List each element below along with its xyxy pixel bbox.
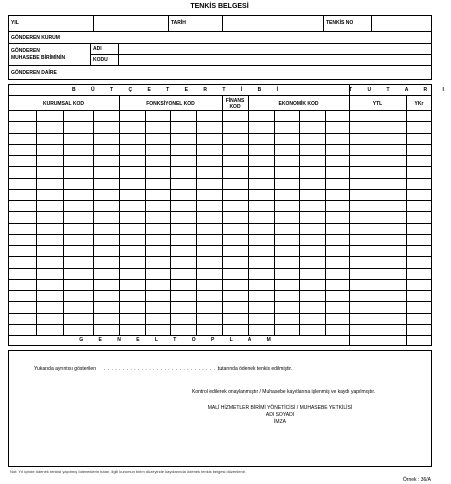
records-note: Kontrol edilerek onaylanmıştır / Muhasebe kayıtlarına işlenmiş ve kaydı yapılmıştır. [192, 389, 376, 395]
table-row-line [8, 290, 432, 291]
table-row-line [8, 245, 432, 246]
header-divider [371, 15, 372, 31]
table-row-line [8, 200, 432, 201]
sender-accounting-label: MUHASEBE BİRİMİNİN [11, 55, 66, 61]
header-divider [118, 43, 119, 65]
header-divider [323, 15, 324, 31]
statement-suffix: tutarında ödenek tenkis edilmiştir. [218, 366, 293, 372]
sender-institution-label: GÖNDEREN KURUM [11, 35, 60, 41]
number-label: TENKİS NO [326, 20, 354, 26]
header-divider [8, 65, 432, 66]
header-divider [222, 15, 223, 31]
header-divider [93, 15, 94, 31]
ykr-header: YKr [414, 101, 424, 107]
header-divider [8, 43, 432, 44]
table-column-line [36, 110, 37, 335]
functional-code-header: FONKSİYONEL KOD [146, 101, 195, 107]
table-row-line [8, 313, 432, 314]
table-column-line [299, 110, 300, 335]
table-column-line [196, 110, 197, 335]
table-row-line [8, 223, 432, 224]
name-label: ADI [93, 46, 102, 52]
table-row-line [8, 166, 432, 167]
table-column-line [145, 110, 146, 335]
header-block [8, 15, 432, 80]
code-label: KODU [93, 57, 108, 63]
table-row-line [8, 144, 432, 145]
statement-prefix: Yukarıda ayrıntısı gösterilen [34, 366, 96, 372]
grand-total-label: G E N E L T O P L A M [79, 337, 278, 343]
signatory-signature: İMZA [274, 419, 286, 425]
table-divider [8, 110, 432, 111]
budget-header: B Ü T Ç E T E R T İ B İ [72, 87, 285, 93]
statement-dots: . . . . . . . . . . . . . . . . . . . . . . . . . . . . . . . . [104, 366, 224, 372]
table-divider [8, 95, 432, 96]
ytl-header: YTL [372, 101, 383, 107]
table-row-line [8, 268, 432, 269]
institutional-code-header: KURUMSAL KOD [42, 101, 85, 107]
table-row-line [8, 324, 432, 325]
form-code: Örnek : 36/A [402, 477, 431, 483]
table-row-line [8, 189, 432, 190]
table-column-line [325, 110, 326, 335]
amount-header: T U T A R I [349, 87, 451, 93]
economic-code-header: EKONOMİK KOD [278, 101, 319, 107]
table-row-line [8, 133, 432, 134]
year-label: YIL [11, 20, 19, 26]
table-divider [349, 84, 350, 346]
date-label: TARİH [171, 20, 186, 26]
signatory-title: MALİ HİZMETLER BİRİMİ YÖNETİCİSİ / MUHASEBE YETKİLİSİ [207, 405, 353, 411]
table-column-line [93, 110, 94, 335]
table-divider [222, 95, 223, 335]
footer-note: Not: Yıl içinde ödenek tenkisi yapılmış ödeneklerin tutarı, ilgili kurumun birim düzeyinde kayıtlarında ödenek tenkis belgesi düzenlenir. [10, 469, 246, 474]
signatory-name: ADI SOYADI [265, 412, 295, 418]
table-column-line [170, 110, 171, 335]
table-row-line [8, 211, 432, 212]
header-divider [8, 31, 432, 32]
finance-code-header: KOD [229, 104, 241, 110]
header-divider [90, 54, 432, 55]
table-divider [119, 95, 120, 335]
table-column-line [274, 110, 275, 335]
sender-accounting-label: GÖNDEREN [11, 48, 40, 54]
table-row-line [8, 234, 432, 235]
sender-department-label: GÖNDEREN DAİRE [11, 70, 57, 76]
budget-table [8, 84, 451, 346]
table-divider [248, 95, 249, 335]
table-row-line [8, 279, 432, 280]
document-title: TENKİS BELGESİ [190, 3, 249, 10]
table-row-line [8, 256, 432, 257]
header-divider [168, 15, 169, 31]
table-column-line [63, 110, 64, 335]
header-divider [90, 43, 91, 65]
table-row-line [8, 178, 432, 179]
table-row-line [8, 301, 432, 302]
table-row-line [8, 155, 432, 156]
table-row-line [8, 121, 432, 122]
total-row-divider [8, 335, 432, 336]
finance-code-header: FİNANS [225, 98, 245, 104]
